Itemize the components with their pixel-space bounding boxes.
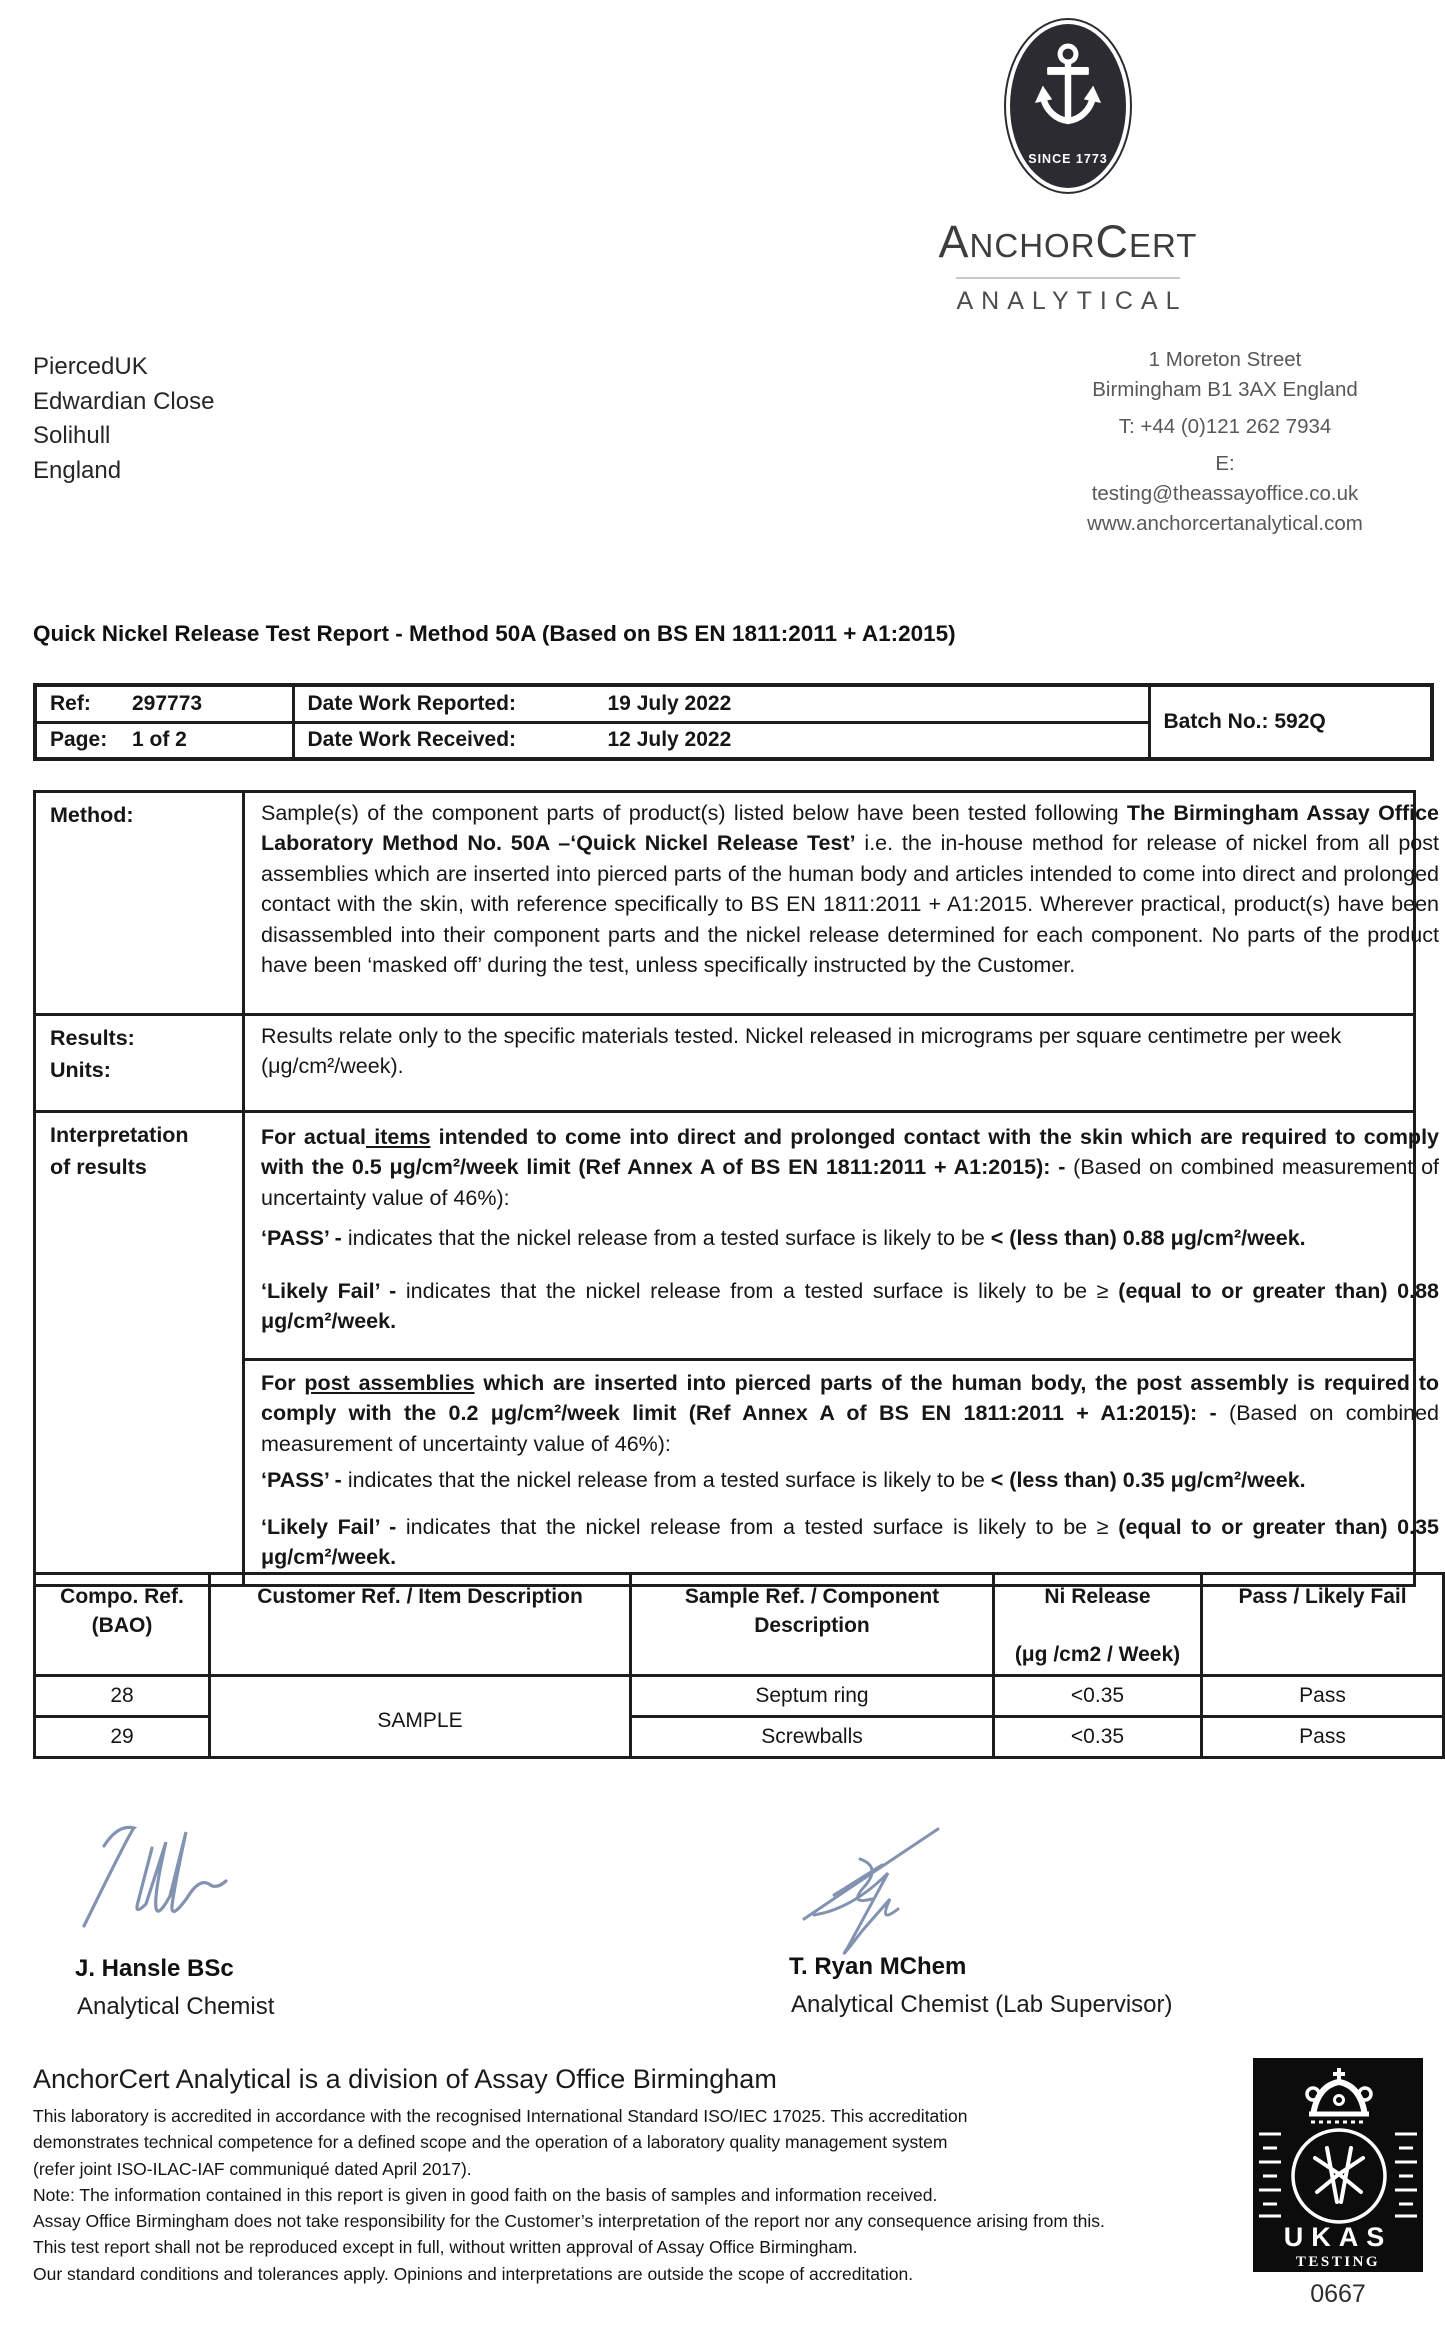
ukas-number: 0667 [1310, 2280, 1366, 2308]
reference-table [33, 683, 1434, 761]
method-text-bold: The Birmingham Assay Office Laboratory Method No. 50A –‘Quick Nickel Release Test’ [261, 801, 1439, 856]
sample-ref-header: Sample Ref. / Component Description [631, 1574, 994, 1676]
method-label: Method: [36, 793, 245, 1013]
post-assemblies-underlined: post assemblies [304, 1371, 475, 1395]
skin-contact-rule [245, 1113, 1439, 1358]
pass-limit: < (less than) 0.35 μg/cm²/week. [990, 1468, 1306, 1493]
fail-text: indicates that the nickel release from a tested surface is likely to be ≥ [405, 1514, 1119, 1539]
pass-definition [261, 1465, 1439, 1495]
disclaimer-line: This laboratory is accredited in accordance with the recognised International Standard ISO/IEC 17025. This accreditation [33, 2106, 968, 2126]
result-cell: Pass [1202, 1676, 1444, 1717]
pass-definition [261, 1223, 1439, 1253]
interpretation-section [36, 1110, 1439, 1584]
brand-letter: C [1095, 216, 1130, 267]
street-line: 1 Moreton Street [1148, 348, 1302, 371]
fail-limit: (equal to or greater than) 0.88 μg/cm²/week. [261, 1278, 1439, 1334]
pass-text: indicates that the nickel release from a tested surface is likely to be [347, 1468, 991, 1493]
pass-text: indicates that the nickel release from a tested surface is likely to be [347, 1226, 991, 1251]
pass-fail-header: Pass / Likely Fail [1202, 1574, 1444, 1676]
lab-address [1080, 345, 1370, 539]
fail-definition [261, 1276, 1439, 1337]
crown-icon [1307, 2068, 1371, 2122]
footer-disclaimer [33, 2103, 1183, 2287]
brand-wordmark [938, 216, 1198, 275]
customer-ref-cell: SAMPLE [210, 1676, 631, 1758]
ukas-name-text: UKAS [1283, 2222, 1393, 2252]
disclaimer-line: (refer joint ISO-ILAC-IAF communiqué dated April 2017). [33, 2158, 472, 2179]
ukas-mark [1253, 2058, 1423, 2272]
post-assembly-intro [261, 1368, 1439, 1459]
customer-ref-header: Customer Ref. / Item Description [210, 1574, 631, 1676]
compo-ref-header: Compo. Ref. (BAO) [35, 1574, 210, 1676]
fail-limit: (equal to or greater than) 0.35 μg/cm²/week. [261, 1514, 1439, 1570]
method-results-section [33, 790, 1439, 1587]
component-cell: Septum ring [631, 1676, 994, 1717]
signatory-name: T. Ryan MChem [789, 1953, 967, 1980]
reported-label: Date Work Reported: [307, 691, 516, 715]
compo-ref-cell: 29 [35, 1717, 210, 1758]
method-section [36, 793, 1439, 1013]
intro-bold: intended to come into direct and prolonged contact with the skin which are required to comply with the 0.5 μg/cm²/week limit (Ref Annex A of BS EN 1811:2011 + A1:2015): - [261, 1125, 1439, 1180]
brand-subtitle: ANALYTICAL [956, 287, 1188, 315]
intro-bold: which are inserted into pierced parts of the human body, the post assembly is required to comply with the 0.2 μg/cm²/week limit (Ref Annex A of BS EN 1811:2011 + A1:2015): - [261, 1371, 1439, 1426]
wordmark-divider [956, 277, 1180, 279]
results-header-row [35, 1574, 1444, 1676]
ref-label: Ref: [50, 691, 91, 715]
received-value: 12 July 2022 [607, 728, 732, 752]
intro-bold: For actual [261, 1125, 367, 1149]
pass-term: ‘PASS’ - [261, 1226, 348, 1251]
disclaimer-line: Assay Office Birmingham does not take responsibility for the Customer’s interpretation of the report nor any consequence arising from this. [33, 2211, 1105, 2232]
ni-release-cell: <0.35 [994, 1676, 1202, 1717]
intro-bold: For [261, 1371, 305, 1395]
ukas-logo [1253, 2058, 1423, 2272]
table-row [35, 685, 1432, 722]
fail-term: ‘Likely Fail’ - [261, 1514, 406, 1539]
ukas-type-text: TESTING [1295, 2254, 1381, 2270]
page-label: Page: [50, 728, 108, 752]
customer-name: PiercedUK [33, 353, 148, 380]
anchorcert-logo [903, 18, 1233, 316]
skin-contact-intro [261, 1122, 1439, 1213]
disclaimer-line: Our standard conditions and tolerances apply. Opinions and interpretations are outside the scope of accreditation. [33, 2263, 914, 2284]
method-text-pre: Sample(s) of the component parts of product(s) listed below have been tested following [261, 801, 1127, 825]
items-underlined: items [366, 1125, 431, 1149]
fail-text: indicates that the nickel release from a tested surface is likely to be ≥ [405, 1278, 1119, 1303]
phone-line: T: +44 (0)121 262 7934 [1118, 415, 1332, 438]
reported-value: 19 July 2022 [607, 691, 732, 715]
interpretation-label: Interpretation [50, 1123, 189, 1147]
brand-letters: ERT [1129, 227, 1198, 264]
brand-letter: A [938, 216, 970, 267]
fail-definition [261, 1512, 1439, 1573]
logo-badge [1004, 18, 1132, 194]
brand-letters: NCHOR [969, 227, 1096, 264]
results-units-text: Results relate only to the specific materials tested. Nickel released in micrograms per square centimetre per week (μg/cm²/week). [261, 1024, 1342, 1079]
pass-limit: < (less than) 0.88 μg/cm²/week. [990, 1226, 1306, 1251]
ref-value: 297773 [132, 691, 203, 715]
footer-headline: AnchorCert Analytical is a division of Assay Office Birmingham [33, 2064, 777, 2094]
website-line: www.anchorcertanalytical.com [1087, 512, 1363, 535]
fail-term: ‘Likely Fail’ - [261, 1278, 406, 1303]
report-title: Quick Nickel Release Test Report - Method 50A (Based on BS EN 1811:2011 + A1:2015) [33, 621, 956, 646]
method-text-post: i.e. the in-house method for release of nickel from all post assemblies which are inserted into pierced parts of the human body and articles intended to come into direct and prolonged contact with the skin, with reference specifically to BS EN 1811:2011 + A1:2015. Wherever practical, product(s) have been disassembled into their component parts and the nickel release determined for each component. No parts of the product have been ‘masked off’ during the test, unless specifically instructed by the Customer. [261, 831, 1439, 978]
signature-hansle-image [60, 1804, 260, 1954]
disclaimer-line: This test report shall not be reproduced except in full, without written approval of Assay Office Birmingham. [33, 2237, 858, 2258]
disclaimer-line: Note: The information contained in this report is given in good faith on the basis of samples and information received. [33, 2184, 938, 2205]
signatory-role: Analytical Chemist [77, 1993, 275, 2020]
signatory-role: Analytical Chemist (Lab Supervisor) [791, 1991, 1173, 2018]
page-value: 1 of 2 [132, 728, 187, 752]
results-units-section [36, 1013, 1413, 1110]
results-label: Results: [50, 1026, 135, 1050]
address-line: Edwardian Close [33, 387, 215, 415]
ni-release-header: Ni Release (μg /cm2 / Week) [994, 1574, 1202, 1676]
interpretation-label-2: of results [50, 1155, 147, 1179]
since-label: SINCE 1773 [1028, 152, 1108, 166]
pass-term: ‘PASS’ - [261, 1468, 348, 1493]
received-label: Date Work Received: [307, 728, 517, 752]
method-text [261, 798, 1439, 980]
component-cell: Screwballs [631, 1717, 994, 1758]
email-line: E: testing@theassayoffice.co.uk [1091, 452, 1359, 505]
city-line: Birmingham B1 3AX England [1092, 378, 1358, 401]
customer-address [33, 350, 214, 488]
anchor-icon [1032, 38, 1104, 142]
intro-normal: (Based on combined measurement of uncertainty value of 46%): [261, 1401, 1439, 1456]
disclaimer-line: demonstrates technical competence for a defined scope and the operation of a laboratory quality management system [33, 2132, 948, 2153]
address-line: Solihull [33, 422, 111, 449]
signature-ryan-image [790, 1815, 960, 1965]
units-label: Units: [50, 1058, 111, 1082]
address-line: England [33, 456, 122, 484]
ni-release-cell: <0.35 [994, 1717, 1202, 1758]
post-assembly-rule [245, 1358, 1439, 1584]
signatory-name: J. Hansle BSc [75, 1955, 234, 1982]
results-table [33, 1572, 1445, 1759]
batch-number: Batch No.: 592Q [1149, 685, 1432, 759]
result-cell: Pass [1202, 1717, 1444, 1758]
intro-normal: (Based on combined measurement of uncertainty value of 46%): [261, 1155, 1439, 1210]
table-row [35, 1676, 1444, 1717]
compo-ref-cell: 28 [35, 1676, 210, 1717]
